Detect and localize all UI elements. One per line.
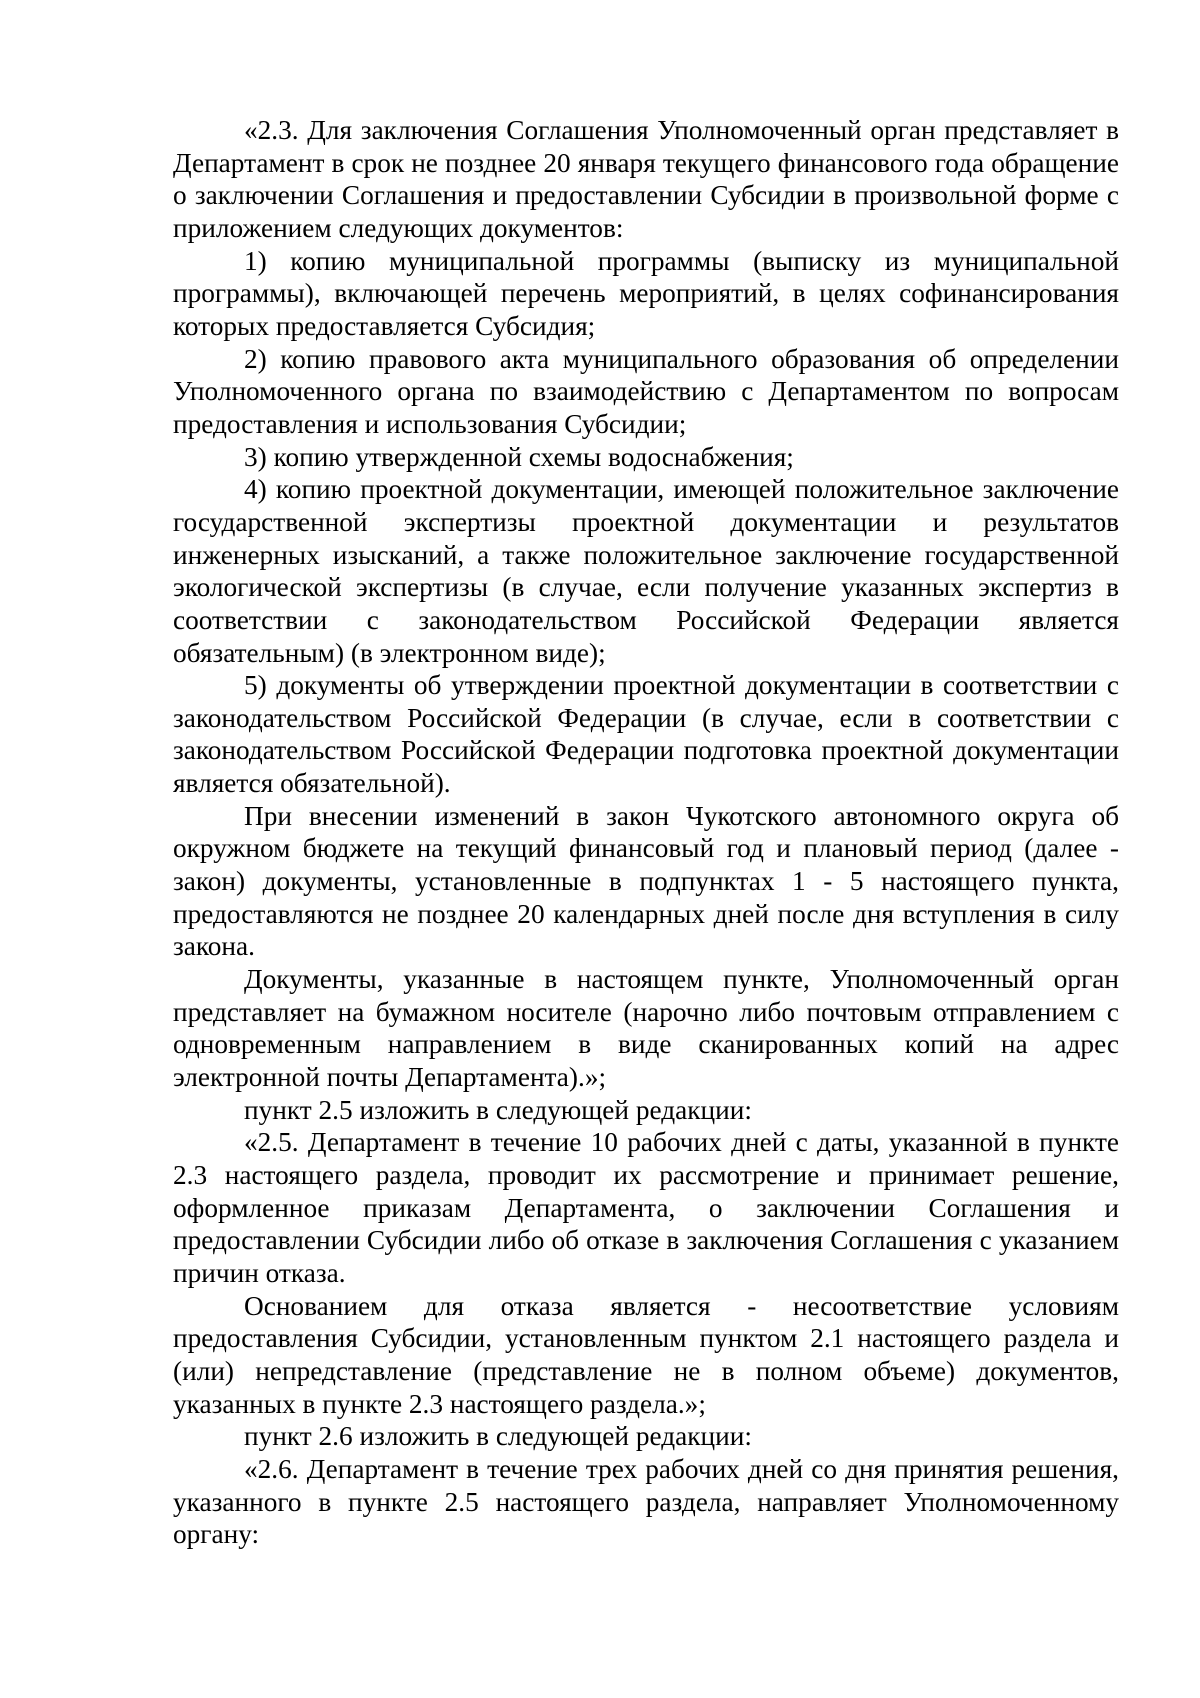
paragraph-refusal-grounds: Основанием для отказа является - несоответствие условиям предоставления Субсидии, установленным пунктом 2.1 настоящего раздела и (или) непредставление (представление не в полном объеме) документов, указанных в пункте 2.3 настоящего раздела.»;: [173, 1290, 1119, 1419]
list-item-1: 1) копию муниципальной программы (выписку из муниципальной программы), включающей перечень мероприятий, в целях софинансирования которых предоставляется Субсидия;: [173, 245, 1119, 341]
paragraph-submission: Документы, указанные в настоящем пункте, Уполномоченный орган представляет на бумажном носителе (нарочно либо почтовым отправлением с одновременным направлением в виде сканированных копий на адрес электронной почты Департамента).»;: [173, 964, 1119, 1093]
list-item-4: 4) копию проектной документации, имеющей положительное заключение государственной экспертизы проектной документации и результатов инженерных изысканий, а также положительное заключение государственной экологической экспертизы (в случае, если получение указанных экспертиз в соответствии с законодательством Российской Федерации является обязательным) (в электронном виде);: [173, 474, 1119, 668]
paragraph-amendments: При внесении изменений в закон Чукотского автономного округа об окружном бюджете на текущий финансовый год и плановый период (далее - закон) документы, установленные в подпунктах 1 - 5 настоящего пункта, предоставляются не позднее 20 календарных дней после дня вступления в силу закона.: [173, 800, 1119, 962]
paragraph-2-3: «2.3. Для заключения Соглашения Уполномоченный орган представляет в Департамент в срок не позднее 20 января текущего финансового года обращение о заключении Соглашения и предоставлении Субсидии в произвольной форме с приложением следующих документов:: [173, 115, 1119, 243]
list-item-2: 2) копию правового акта муниципального образования об определении Уполномоченного органа по взаимодействию с Департаментом по вопросам предоставления и использования Субсидии;: [173, 343, 1119, 439]
paragraph-2-6: «2.6. Департамент в течение трех рабочих дней со дня принятия решения, указанного в пункте 2.5 настоящего раздела, направляет Уполномоченному органу:: [173, 1453, 1119, 1550]
paragraph-instruction-2-6: пункт 2.6 изложить в следующей редакции:: [244, 1421, 752, 1452]
list-item-3: 3) копию утвержденной схемы водоснабжения;: [244, 441, 794, 472]
paragraph-instruction-2-5: пункт 2.5 изложить в следующей редакции:: [244, 1094, 752, 1125]
document-body: [173, 114, 1119, 1551]
paragraph-2-5: «2.5. Департамент в течение 10 рабочих дней с даты, указанной в пункте 2.3 настоящего раздела, проводит их рассмотрение и принимает решение, оформленное приказам Департамента, о заключении Соглашения и предоставлении Субсидии либо об отказе в заключения Соглашения с указанием причин отказа.: [173, 1127, 1119, 1288]
list-item-5: 5) документы об утверждении проектной документации в соответствии с законодательством Российской Федерации (в случае, если в соответствии с законодательством Российской Федерации подготовка проектной документации является обязательной).: [173, 670, 1119, 799]
